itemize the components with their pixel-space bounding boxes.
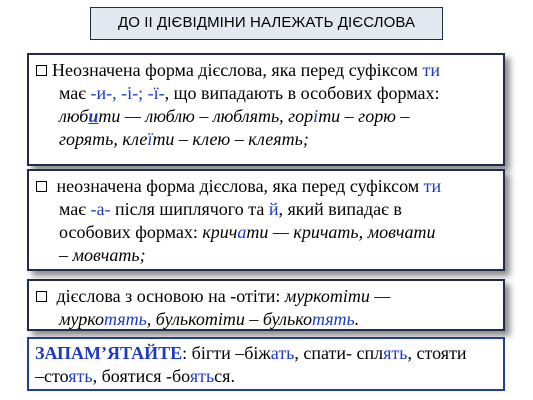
note-l1b: ать — [270, 343, 295, 363]
rule2-l2b: -а- — [90, 199, 111, 219]
note-l1e: , стояти — [407, 343, 467, 363]
rule-box-3 — [27, 279, 505, 331]
page-title: ДО ІІ ДІЄВІДМІНИ НАЛЕЖАТЬ ДІЄСЛОВА — [90, 7, 443, 40]
note-l2e: ся. — [214, 366, 235, 386]
note-l2a: –сто — [35, 366, 69, 386]
suffix-ti: ти — [423, 176, 442, 196]
rule-text-3 — [36, 285, 495, 331]
rule1-l3b: и — [88, 106, 99, 126]
rule3-l2b: тять — [103, 309, 147, 329]
vowels-list: -и-, -і-; -ї- — [90, 83, 165, 103]
rule-box-1 — [27, 53, 505, 166]
rule1-l3c: ти — люблю – люблять, гор — [98, 106, 314, 126]
rule1-l2c: , що випадають в особових формах: — [164, 83, 440, 103]
suffix-ti: ти — [422, 60, 440, 80]
rule1-l3a: люб — [59, 106, 89, 126]
rule2-l2d: й — [268, 199, 279, 219]
rule3-l1a: дієслова з основою на -отіти: — [56, 286, 285, 306]
rule3-l1b: муркотіти — — [284, 286, 391, 306]
note-l2b: ять — [68, 366, 93, 386]
rule2-l2a: має — [59, 199, 91, 219]
rule3-l2a: мурко — [59, 309, 104, 329]
rule3-l2c: , булькотіти – булько — [146, 309, 312, 329]
rule1-l2a: має — [59, 83, 91, 103]
note-l2c: , боятися -бо — [92, 366, 190, 386]
remember-box — [27, 337, 505, 391]
note-l1a: : бігти –біж — [182, 343, 271, 363]
rule2-l3c: а — [237, 222, 247, 242]
rule1-l1a: Неозначена форма дієслова, яка перед суфіксом — [52, 60, 423, 80]
rule-box-2 — [27, 169, 505, 271]
rule2-l4: – мовчать; — [59, 245, 146, 265]
rule1-l3e: ти – горю – — [318, 106, 410, 126]
checkbox-icon — [36, 291, 47, 302]
rule2-l2c: після шиплячого та — [110, 199, 269, 219]
rule2-l3b: крич — [202, 222, 238, 242]
remember-label: ЗАПАМ’ЯТАЙТЕ — [35, 343, 183, 363]
rule2-l3d: ти — кричать, мовчати — [246, 222, 436, 242]
checkbox-icon — [36, 181, 47, 192]
note-l2d: ять — [189, 366, 215, 386]
rule3-l2e: . — [354, 309, 360, 329]
remember-text — [35, 342, 495, 388]
rule2-l1a: неозначена форма дієслова, яка перед суфіксом — [56, 176, 424, 196]
rule2-l3a: особових формах: — [59, 222, 203, 242]
rule1-l4b: ї — [147, 129, 153, 149]
note-l1d: ять — [383, 343, 408, 363]
rule-text-2 — [36, 175, 495, 267]
rule1-l3d: і — [313, 106, 319, 126]
checkbox-icon — [36, 65, 47, 76]
rule1-l4a: горять, кле — [59, 129, 148, 149]
rule3-l2d: тять — [311, 309, 355, 329]
rule1-l4c: ти – клею – клеять; — [152, 129, 309, 149]
rule-text-1 — [36, 59, 495, 151]
note-l1c: , спати- спл — [294, 343, 384, 363]
rule2-l2e: , який випадає в — [278, 199, 402, 219]
